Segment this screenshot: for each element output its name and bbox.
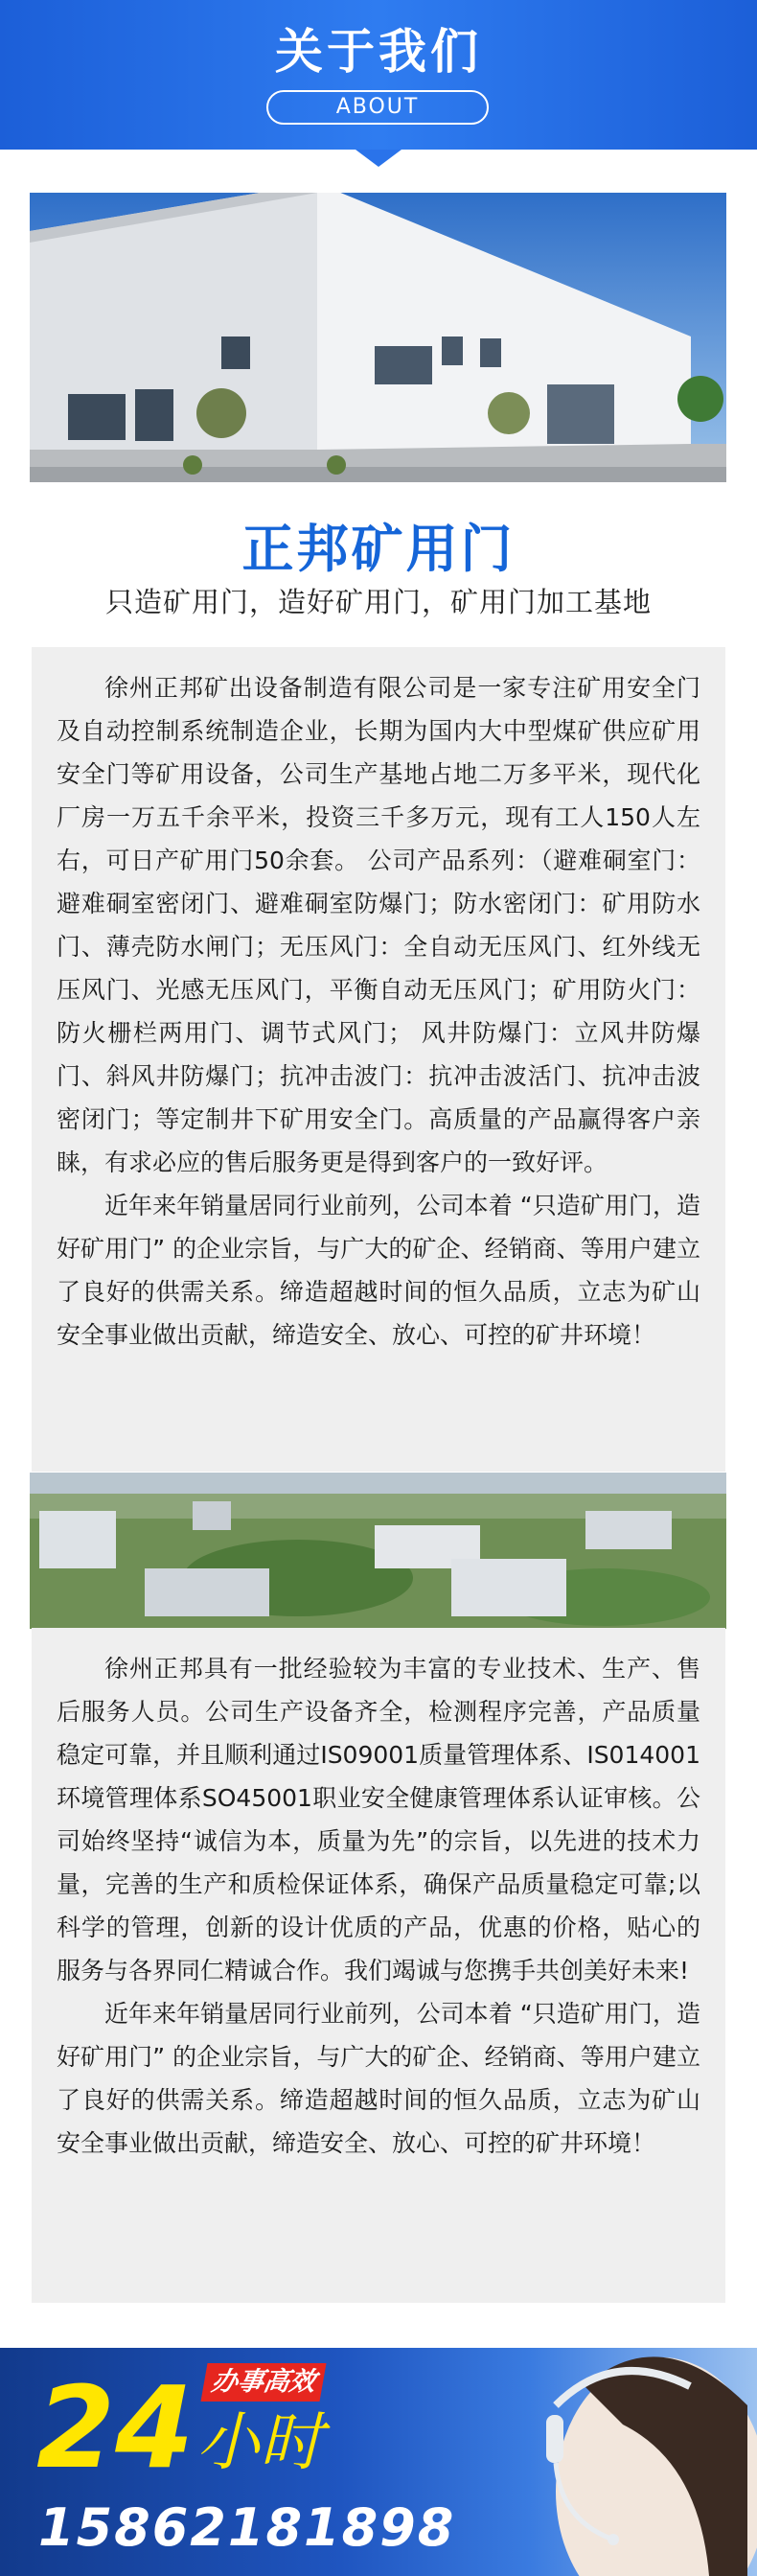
aerial-illustration — [30, 1473, 726, 1629]
building-illustration — [30, 193, 726, 482]
about-paragraph: 近年来年销量居同行业前列，公司本着 “只造矿用门，造好矿用门” 的企业宗旨，与广大的矿企、经销商、等用户建立了良好的供需关系。缔造超越时间的恒久品质，立志为矿山安全事业做出贡献，缔造安全、放心、可控的矿井环境！ — [57, 2000, 700, 2157]
brand-slogan: 只造矿用门，造好矿用门，矿用门加工基地 — [104, 586, 652, 618]
customer-service-headset-icon — [470, 2348, 757, 2576]
header-arrow-pointer — [356, 150, 401, 167]
company-about-section — [32, 1628, 725, 2303]
about-paragraph: 徐州正邦具有一批经验较为丰富的专业技术、生产、售后服务人员。公司生产设备齐全，检测程序完善，产品质量稳定可靠，并且顺利通过IS09001质量管理体系、IS014001环境管理体系SO45001职业安全健康管理体系认证审核。公司始终坚持“诚信为本，质量为先”的宗旨，以先进的技术力量，完善的生产和质检保证体系，确保产品质量稳定可靠;以科学的管理，创新的设计优质的产品，优惠的价格，贴心的服务与各界同仁精诚合作。我们竭诚与您携手共创美好未来! — [57, 1655, 700, 1984]
intro-paragraph: 近年来年销量居同行业前列，公司本着 “只造矿用门，造好矿用门” 的企业宗旨，与广大的矿企、经销商、等用户建立了良好的供需关系。缔造超越时间的恒久品质，立志为矿山安全事业做出贡献，缔造安全、放心、可控的矿井环境！ — [57, 1192, 700, 1349]
contact-footer-banner — [0, 2348, 757, 2576]
header-banner — [0, 0, 757, 150]
page-title: 关于我们 — [275, 24, 482, 80]
phone-number[interactable]: 15862181898 — [38, 2497, 456, 2558]
brand-name: 正邦矿用门 — [241, 519, 516, 579]
efficiency-badge: 办事高效 — [200, 2363, 326, 2402]
factory-building-photo — [30, 193, 726, 482]
company-intro-section — [32, 647, 725, 1472]
industrial-park-aerial-photo — [30, 1473, 726, 1629]
hours-number: 24 — [36, 2361, 195, 2494]
hours-unit: 小时 — [196, 2405, 323, 2479]
about-subtitle-pill: ABOUT — [266, 90, 489, 125]
intro-paragraph: 徐州正邦矿出设备制造有限公司是一家专注矿用安全门及自动控制系统制造企业，长期为国内大中型煤矿供应矿用安全门等矿用设备，公司生产基地占地二万多平米，现代化厂房一万五千余平米，投资三千多万元，现有工人150人左右，可日产矿用门50余套。 公司产品系列：（避难硐室门：避难硐室密闭门、避难硐室防爆门；防水密闭门：矿用防水门、薄壳防水闸门；无压风门：全自动无压风门、红外线无压风门、光感无压风门，平衡自动无压风门；矿用防火门：防火栅栏两用门、调节式风门； 风井防爆门：立风井防爆门、斜风井防爆门；抗冲击波门：抗冲击波活门、抗冲击波密闭门；等定制井下矿用安全门。高质量的产品赢得客户亲睐，有求必应的售后服务更是得到客户的一致好评。 — [57, 674, 700, 1176]
